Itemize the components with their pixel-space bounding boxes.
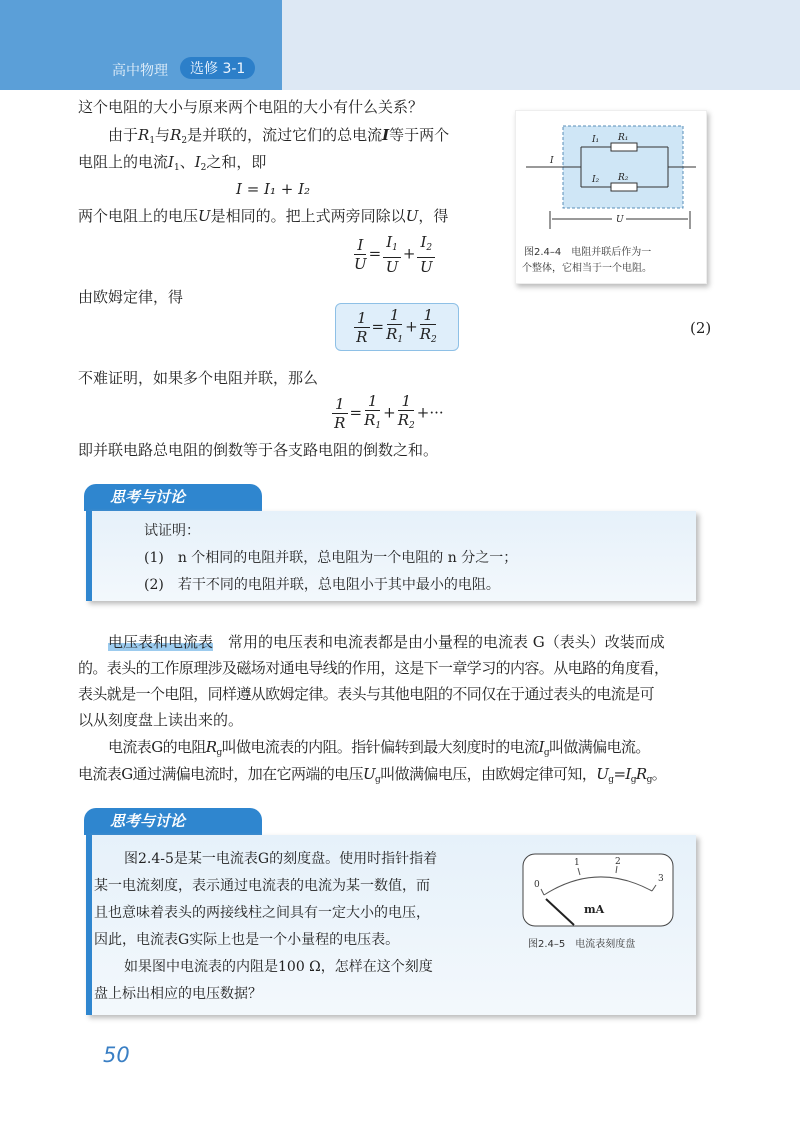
svg-text:R₂: R₂ [618,173,629,183]
discussion-item: (2) 若干不同的电阻并联，总电阻小于其中最小的电阻。 [144,577,500,593]
svg-text:I₁: I₁ [592,135,600,145]
discussion-text: 某一电流刻度，表示通过电流表的电流为某一数值，而 [94,878,430,894]
discussion-text: 盘上标出相应的电压数据？ [94,986,262,1002]
header-band-light [282,0,800,90]
text-line: 电压表和电流表 常用的电压表和电流表都是由小量程的电流表 G（表头）改装而成 [108,633,665,651]
equation-number: (2) [690,319,712,337]
text-line: 表头就是一个电阻，同样遵从欧姆定律。表头与其他电阻的不同仅在于通过表头的电流是可 [78,685,655,703]
keyword-highlight: 电压表和电流表 [108,633,214,651]
discussion-text: 试证明： [144,523,200,539]
discussion-box [86,835,696,1015]
text-line: 由欧姆定律，得 [78,288,184,306]
discussion-item: (1) n 个相同的电阻并联，总电阻为一个电阻的 n 分之一； [144,550,518,566]
book-title: 高中物理 [112,63,168,79]
svg-text:I: I [550,156,554,166]
discussion-text: 且也意味着表头的两接线柱之间具有一定大小的电压， [94,905,430,921]
svg-text:I₂: I₂ [592,175,600,185]
figure-caption: 个整体，它相当于一个电阻。 [522,263,652,274]
discussion-text: 图2.4-5是某一电流表G的刻度盘。使用时指针指着 [124,851,438,867]
text-line: 由于$R_1$与$R_2$是并联的，流过它们的总电流I等于两个 [108,126,450,146]
text-line: 这个电阻的大小与原来两个电阻的大小有什么关系？ [78,98,424,116]
tick-label: 1 [574,858,580,868]
svg-text:R₁: R₁ [618,133,629,143]
text-line: 两个电阻上的电压U是相同的。把上式两旁同除以U，得 [78,207,449,225]
discussion-tab: 思考与讨论 [84,484,262,511]
equation-parallel-resistance: $\frac{1}{R}$ = $\frac{1}{R_1}$ + $\frac{1}{R_2}$ [352,306,439,349]
figure-caption: 图2.4–5 电流表刻度盘 [528,939,636,950]
text-line: 即并联电路总电阻的倒数等于各支路电阻的倒数之和。 [78,441,439,459]
text-line: 电流表G的电阻$R_g$叫做电流表的内阻。指针偏转到最大刻度时的电流$I_g$叫做满偏电流。 [108,738,650,758]
discussion-text: 因此，电流表G实际上也是一个小量程的电压表。 [94,932,400,948]
svg-text:U: U [616,215,624,225]
equation-current-sum: I = I₁ + I₂ [236,180,311,198]
tick-label: 0 [534,880,540,890]
discussion-box [86,511,696,601]
discussion-tab: 思考与讨论 [84,808,262,835]
text-line: 以从刻度盘上读出来的。 [78,711,244,729]
text-line: 的。表头的工作原理涉及磁场对通电导线的作用，这是下一章学习的内容。从电路的角度看， [78,659,669,677]
tick-label: 3 [658,874,664,884]
tick-label: 2 [615,857,621,867]
text-line: 电流表G通过满偏电流时，加在它两端的电压$U_g$叫做满偏电压，由欧姆定律可知，$U_g=I_gR_g$。 [78,765,667,785]
ammeter-dial [522,853,674,927]
parallel-circuit-diagram [516,111,706,241]
figure-caption: 图2.4–4 电阻并联后作为一 [524,247,652,258]
figure-parallel-circuit [515,110,707,284]
discussion-text: 如果图中电流表的内阻是100 Ω，怎样在这个刻度 [124,959,433,975]
equation-divided: $\frac{I}{U}$ = $\frac{I_1}{U}$ + $\frac{I_2}{U}$ [352,233,437,276]
text-line: 不难证明，如果多个电阻并联，那么 [78,369,319,387]
volume-badge: 选修 3-1 [180,57,255,79]
page-number: 50 [103,1043,130,1067]
text-line: 电阻上的电流$I_1$、$I_2$之和，即 [78,153,267,173]
equation-multi-parallel: $\frac{1}{R}$ = $\frac{1}{R_1}$ + $\frac{1}{R_2}$ +··· [330,392,444,435]
unit-label: mA [584,903,605,916]
